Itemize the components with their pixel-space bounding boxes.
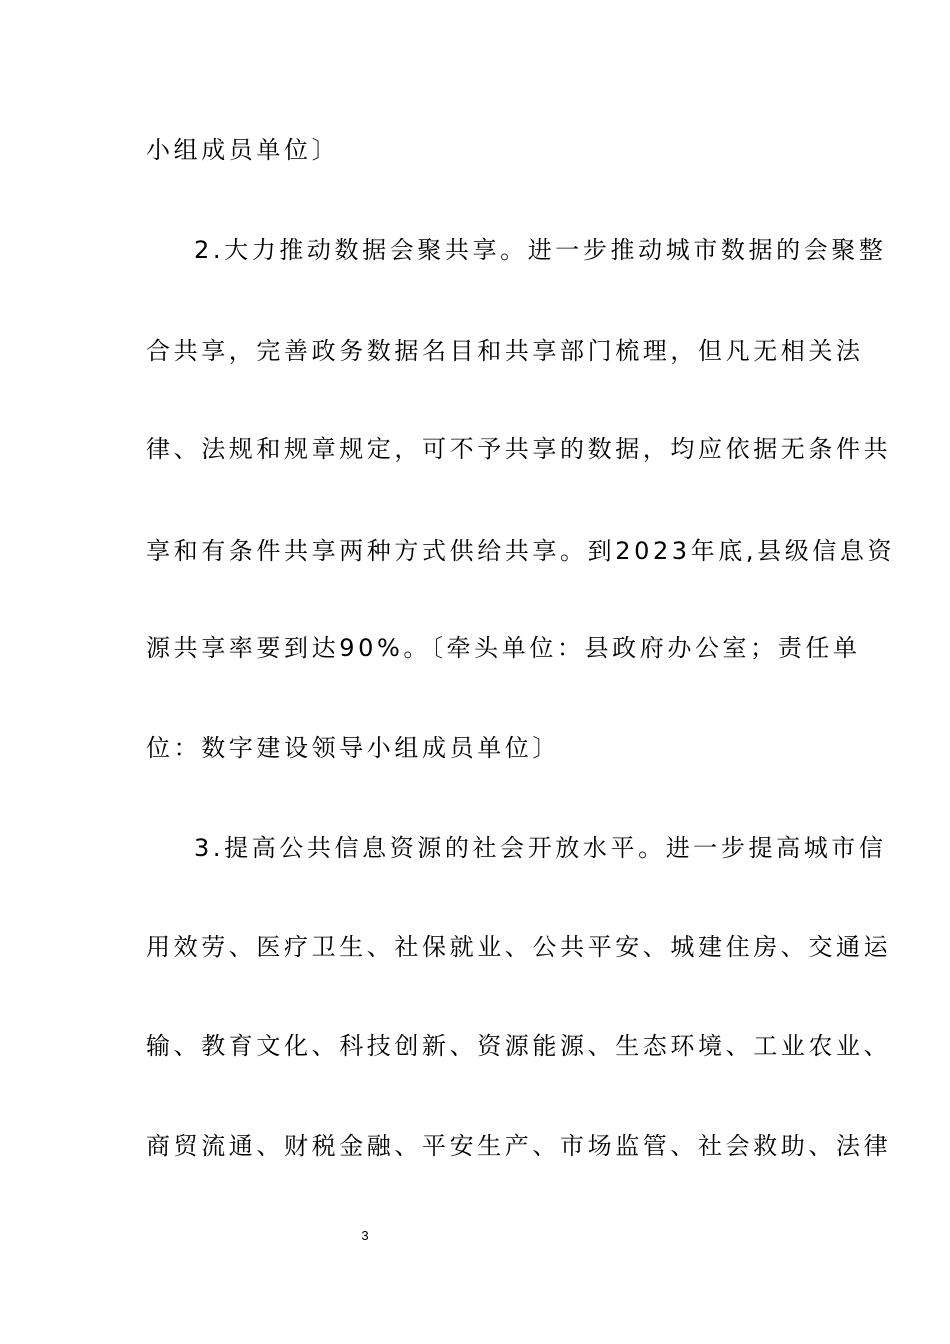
page-number: 3 [361,1228,369,1243]
text-line-7: 位：数字建设领导小组成员单位〕 [146,734,560,762]
text-line-1: 小组成员单位〕 [146,136,340,164]
text-line-2: 2.大力推动数据会聚共享。进一步推动城市数据的会聚整 [194,236,887,264]
text-line-5: 享和有条件共享两种方式供给共享。到2023年底,县级信息资 [146,537,896,565]
text-line-11: 商贸流通、财税金融、平安生产、市场监管、社会救助、法律 [146,1132,892,1160]
text-line-8: 3.提高公共信息资源的社会开放水平。进一步提高城市信 [194,834,887,862]
text-line-3: 合共享，完善政务数据名目和共享部门梳理，但凡无相关法 [146,337,864,365]
text-line-6: 源共享率要到达90%。〔牵头单位：县政府办公室；责任单 [146,634,861,662]
text-line-9: 用效劳、医疗卫生、社保就业、公共平安、城建住房、交通运 [146,933,892,961]
text-line-10: 输、教育文化、科技创新、资源能源、生态环境、工业农业、 [146,1032,892,1060]
text-line-4: 律、法规和规章规定，可不予共享的数据，均应依据无条件共 [146,435,892,463]
